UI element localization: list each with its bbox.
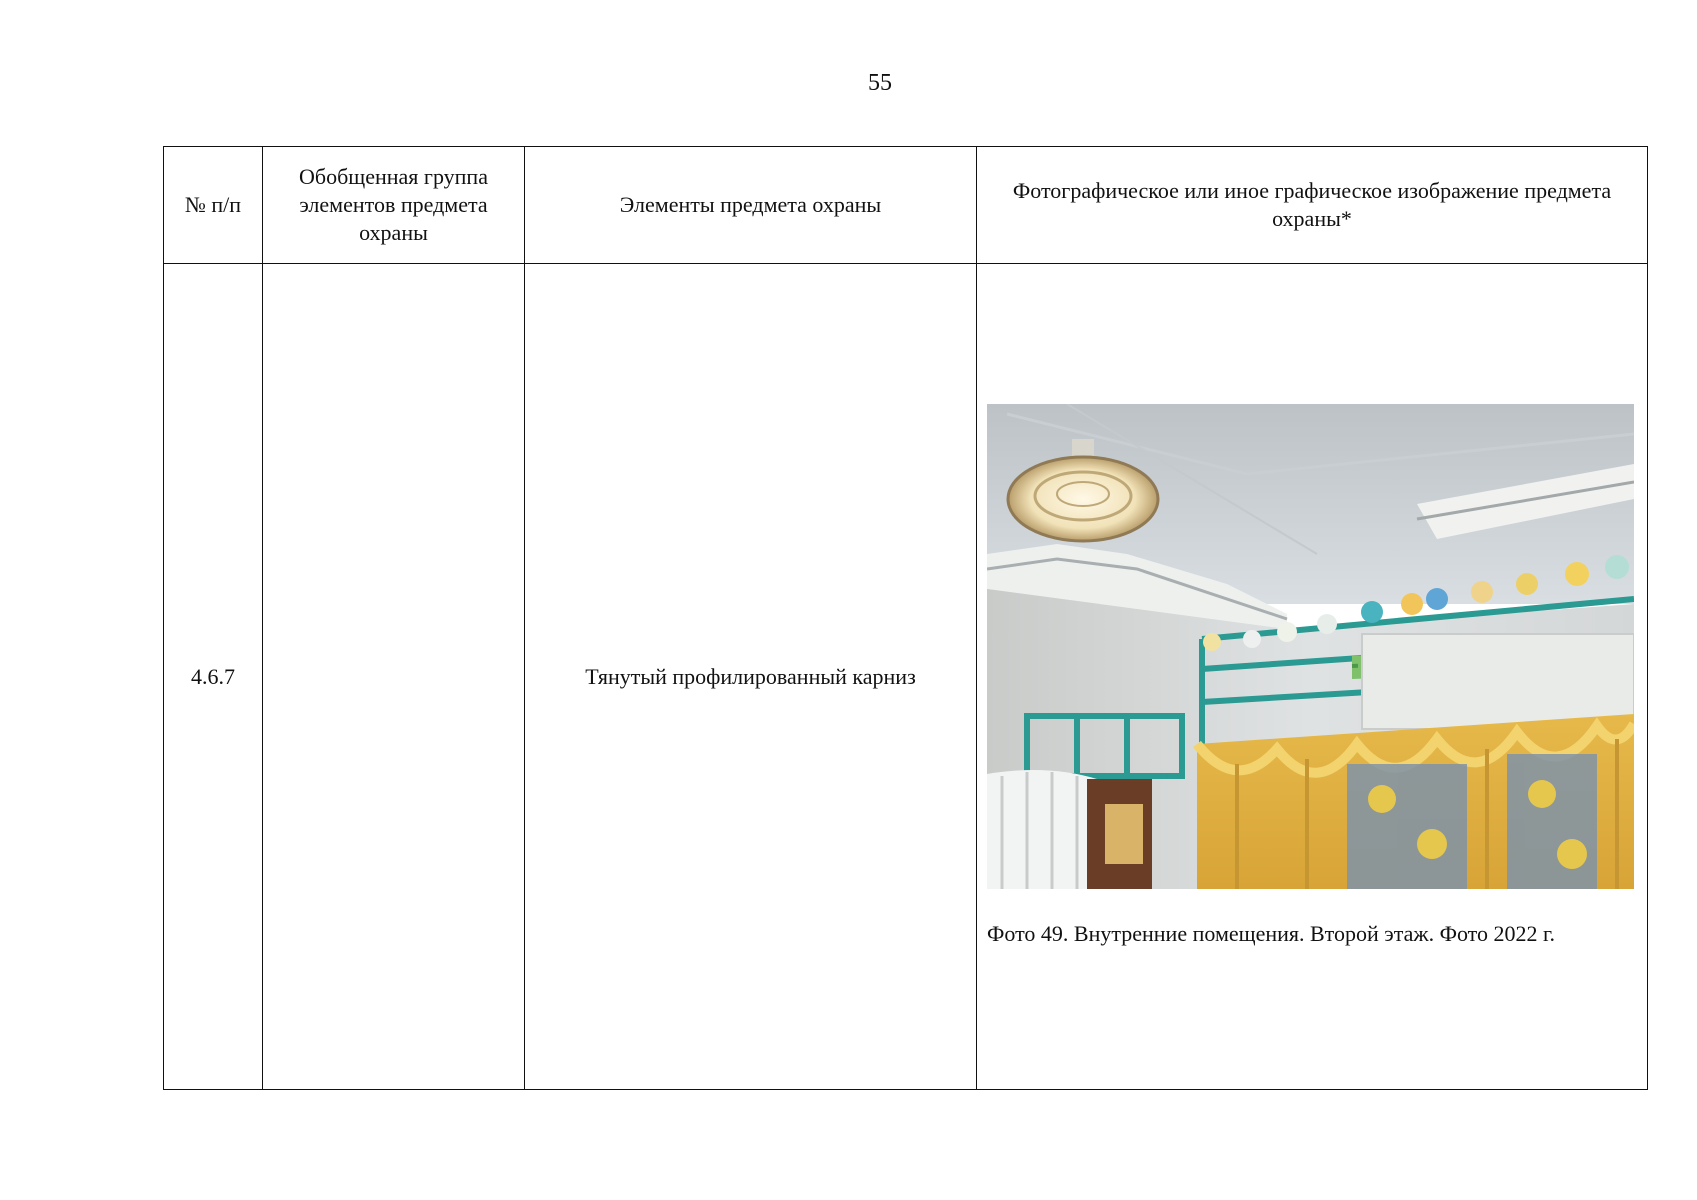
interior-photo	[987, 404, 1634, 889]
row-group	[263, 264, 525, 1090]
header-image: Фотографическое или иное графическое изображение предмета охраны*	[977, 147, 1648, 264]
row-num: 4.6.7	[164, 264, 263, 1090]
header-num: № п/п	[164, 147, 263, 264]
row-element: Тянутый профилированный карниз	[525, 264, 977, 1090]
protection-elements-table	[163, 146, 1648, 1090]
header-elements: Элементы предмета охраны	[525, 147, 977, 264]
page-number: 55	[868, 70, 892, 96]
header-group: Обобщенная группа элементов предмета охраны	[263, 147, 525, 264]
row-photo-cell	[977, 264, 1648, 1090]
table-row	[164, 264, 1648, 1090]
table-header-row	[164, 147, 1648, 264]
photo-caption: Фото 49. Внутренние помещения. Второй этаж. Фото 2022 г.	[987, 921, 1556, 946]
